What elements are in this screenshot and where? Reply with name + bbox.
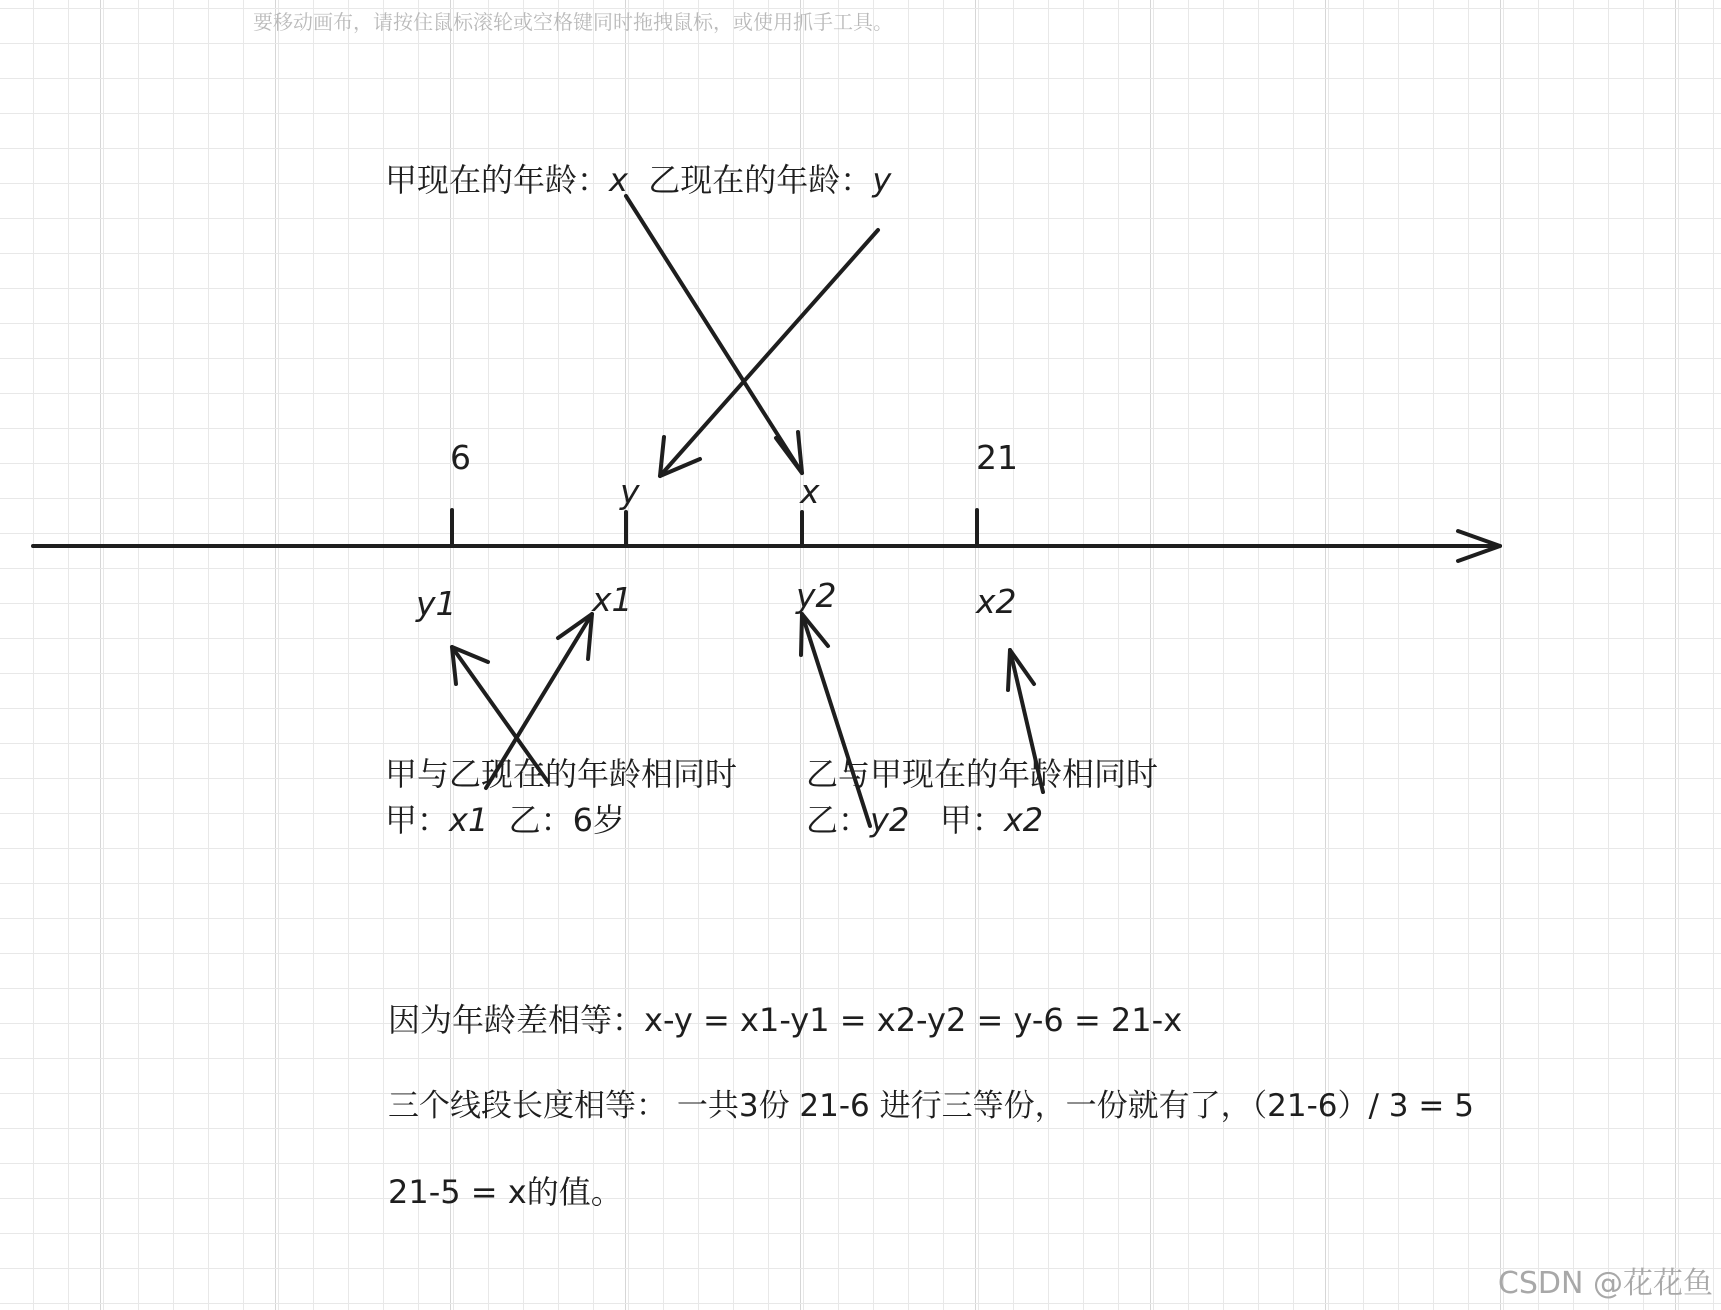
watermark: CSDN @花花鱼 (1497, 1266, 1713, 1301)
right-block-line2 (806, 800, 1043, 840)
yi-age-var: y (872, 161, 892, 199)
left-x1-var: x1 (449, 801, 489, 839)
right-x2-var: x2 (1003, 801, 1044, 839)
canvas-hint: 要移动画布，请按住鼠标滚轮或空格键同时拖拽鼠标，或使用抓手工具。 (253, 10, 893, 34)
axis-label-6: 6 (450, 438, 471, 477)
arrow-x2-head (1008, 650, 1034, 690)
arrow-x-line (626, 196, 802, 473)
right-block-line1: 乙与甲现在的年龄相同时 (806, 755, 1159, 793)
left-jia-label: 甲： (385, 801, 450, 839)
yi-age-label: 乙现在的年龄： (648, 161, 873, 199)
axis-label-y: y (620, 472, 640, 511)
left-yi-age: 乙：6岁 (488, 801, 626, 839)
left-block-line2 (385, 800, 625, 840)
equation-line1: 因为年龄差相等：x-y = x1-y1 = x2-y2 = y-6 = 21-x (388, 1001, 1183, 1039)
arrow-y2-line (802, 614, 870, 826)
axis-label-x: x (800, 472, 820, 511)
equation-line2: 三个线段长度相等： 一共3份 21-6 进行三等份，一份就有了，（21-6）/ 3 = 5 (388, 1088, 1474, 1124)
right-y2-var: y2 (870, 801, 910, 839)
axis-label-x1: x1 (592, 580, 633, 619)
axis-label-y1: y1 (416, 584, 457, 623)
jia-age-var: x (609, 161, 628, 199)
equation-line3: 21-5 = x的值。 (388, 1173, 623, 1211)
axis-label-x2: x2 (976, 582, 1017, 621)
top-description (385, 160, 891, 200)
jia-age-label: 甲现在的年龄： (385, 161, 610, 199)
axis-label-21: 21 (976, 438, 1018, 477)
top-spacer (628, 161, 648, 199)
arrow-y-line (660, 230, 878, 476)
left-block-line1: 甲与乙现在的年龄相同时 (385, 755, 738, 793)
axis-label-y2: y2 (796, 576, 837, 615)
right-yi-label: 乙： (806, 801, 871, 839)
right-jia-label: 甲： (909, 801, 1004, 839)
